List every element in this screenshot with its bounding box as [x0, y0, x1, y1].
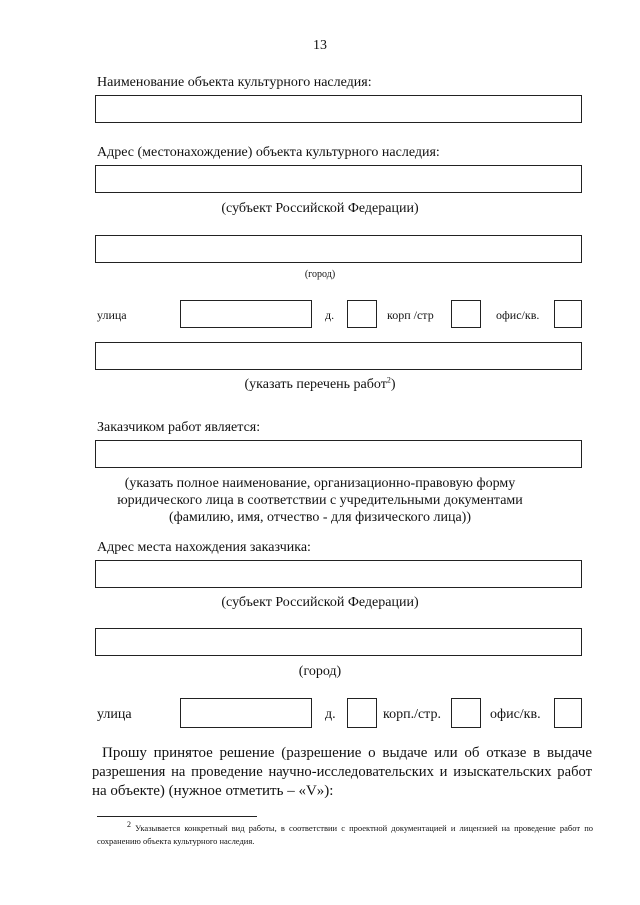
- footnote-marker: 2: [127, 820, 131, 830]
- object-city-field[interactable]: [95, 235, 582, 263]
- customer-label: Заказчиком работ является:: [97, 420, 261, 435]
- customer-caption-line-3: (фамилию, имя, отчество - для физического лица)): [168, 510, 472, 525]
- works-field[interactable]: [95, 342, 582, 370]
- customer-street-field[interactable]: [180, 698, 312, 728]
- customer-city-field[interactable]: [95, 628, 582, 656]
- object-name-label: Наименование объекта культурного наследия:: [97, 75, 372, 90]
- works-caption: (указать перечень работ$^2$): [244, 375, 396, 392]
- object-city-caption: (город): [304, 269, 336, 280]
- customer-address-label: Адрес места нахождения заказчика:: [97, 540, 311, 555]
- page-number: 13: [313, 38, 327, 53]
- object-building-label: корп /стр: [387, 308, 434, 322]
- customer-building-label: корп./стр.: [383, 707, 441, 722]
- request-line-2: разрешения на проведение научно-исследовательских и изыскательских работ: [92, 764, 592, 780]
- object-house-label: д.: [325, 308, 335, 322]
- customer-caption-line-1: (указать полное наименование, организационно-правовую форму: [124, 476, 516, 491]
- footnote-separator: [97, 816, 257, 817]
- footnote-ref: 2: [386, 375, 391, 385]
- footnote-text: Указывается конкретный вид работы, в соответствии с проектной документацией и лицензией на проведение работ по сохранению объекта культурного наследия.: [97, 823, 593, 846]
- customer-subject-caption: (субъект Российской Федерации): [221, 595, 419, 610]
- object-name-field[interactable]: [95, 95, 582, 123]
- customer-house-label: д.: [325, 707, 336, 722]
- customer-street-label: улица: [97, 707, 132, 722]
- customer-office-label: офис/кв.: [490, 707, 541, 722]
- object-street-field[interactable]: [180, 300, 312, 328]
- object-street-label: улица: [97, 308, 127, 322]
- object-subject-caption: (субъект Российской Федерации): [221, 201, 419, 216]
- customer-city-caption: (город): [298, 664, 342, 679]
- customer-caption-line-2: юридического лица в соответствии с учредительными документами: [117, 493, 523, 508]
- customer-subject-field[interactable]: [95, 560, 582, 588]
- object-office-field[interactable]: [554, 300, 582, 328]
- footnote: [97, 822, 593, 848]
- request-paragraph: [92, 744, 592, 801]
- customer-house-field[interactable]: [347, 698, 377, 728]
- request-line-1: Прошу принятое решение (разрешение о выдаче или об отказе в выдаче: [102, 745, 592, 761]
- customer-building-field[interactable]: [451, 698, 481, 728]
- object-office-label: офис/кв.: [496, 308, 540, 322]
- customer-office-field[interactable]: [554, 698, 582, 728]
- object-address-label: Адрес (местонахождение) объекта культурного наследия:: [97, 145, 440, 160]
- request-line-3: на объекте) (нужное отметить – «V»):: [92, 783, 334, 799]
- customer-name-field[interactable]: [95, 440, 582, 468]
- object-house-field[interactable]: [347, 300, 377, 328]
- object-building-field[interactable]: [451, 300, 481, 328]
- object-subject-field[interactable]: [95, 165, 582, 193]
